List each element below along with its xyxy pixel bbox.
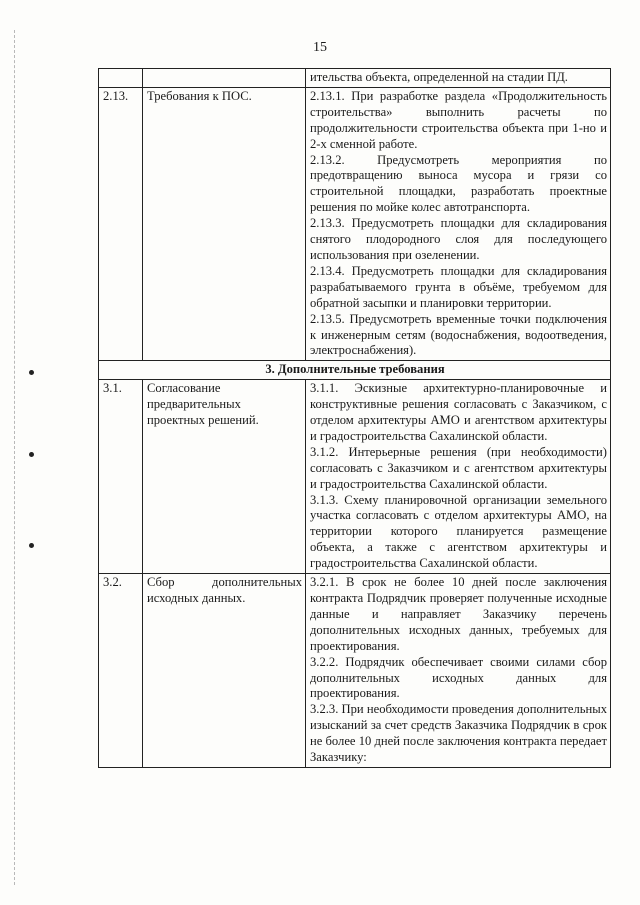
section-header-row [99,361,611,380]
margin-bullet [29,370,34,375]
paragraph: ительства объекта, определенной на стадии ПД. [310,70,568,84]
requirements-table [98,68,611,768]
table-row [99,87,611,360]
margin-line [14,30,15,885]
row-text-cell [306,87,611,360]
paragraph: 3.2.1. В срок не более 10 дней после заключения контракта Подрядчик проверяет полученные исходные данные и направляет Заказчику перечень дополнительных исходных данных, требуемых для проектирования. [310,575,607,653]
paragraph: 3.2.3. При необходимости проведения дополнительных изысканий за счет средств Заказчика Подрядчик в срок не более 10 дней после заключения контракта передает Заказчику: [310,702,607,765]
paragraph: 3.2.2. Подрядчик обеспечивает своими силами сбор дополнительных исходных данных для проектирования. [310,654,607,701]
row-number-cell: 2.13. [99,87,143,360]
margin-bullet [29,452,34,457]
row-text-cell [306,574,611,768]
section-title: 3. Дополнительные требования [99,361,611,380]
row-number-cell: 3.1. [99,380,143,574]
paragraph: 3.1.3. Схему планировочной организации земельного участка согласовать с отделом архитектуры АМО, на территории которого планируется размещение объекта, а также с агентством архитектуры и градостроительства Сахалинской области. [310,492,607,571]
row-text-cell [306,380,611,574]
paragraph: 2.13.2. Предусмотреть мероприятия по предотвращению выноса мусора и грязи со строительной площадки, разработать проектные решения по мойке колес автотранспорта. [310,152,607,215]
row-text-cell [306,69,611,88]
page-number: 15 [313,40,327,55]
table-row [99,574,611,768]
table-row [99,69,611,88]
paragraph: 2.13.1. При разработке раздела «Продолжительность строительства» выполнить расчеты по продолжительности строительства объекта при 1-но и 2-х сменной работе. [310,88,607,151]
paragraph: 2.13.5. Предусмотреть временные точки подключения к инженерным сетям (водоснабжения, водоотведения, электроснабжения). [310,311,607,358]
row-title-cell: Согласование предварительных проектных решений. [143,380,306,574]
paragraph: 3.1.2. Интерьерные решения (при необходимости) согласовать с Заказчиком и с агентством архитектуры и градостроительства Сахалинской области. [310,444,607,491]
paragraph: 2.13.3. Предусмотреть площадки для складирования снятого плодородного слоя для последующего использования при озеленении. [310,216,607,262]
paragraph: 3.1.1. Эскизные архитектурно-планировочные и конструктивные решения согласовать с Заказчиком, с отделом архитектуры АМО и агентством архитектуры и градостроительства Сахалинской области. [310,381,607,443]
row-title-cell [143,69,306,88]
table-row [99,380,611,574]
row-title-cell: Требования к ПОС. [143,87,306,360]
row-number-cell: 3.2. [99,574,143,768]
row-number-cell [99,69,143,88]
row-title-cell: Сбор дополнительных исходных данных. [143,574,306,768]
margin-bullet [29,543,34,548]
paragraph: 2.13.4. Предусмотреть площадки для складирования разрабатываемого грунта в объёме, требуемом для обратной засыпки и планировки территории. [310,263,607,310]
